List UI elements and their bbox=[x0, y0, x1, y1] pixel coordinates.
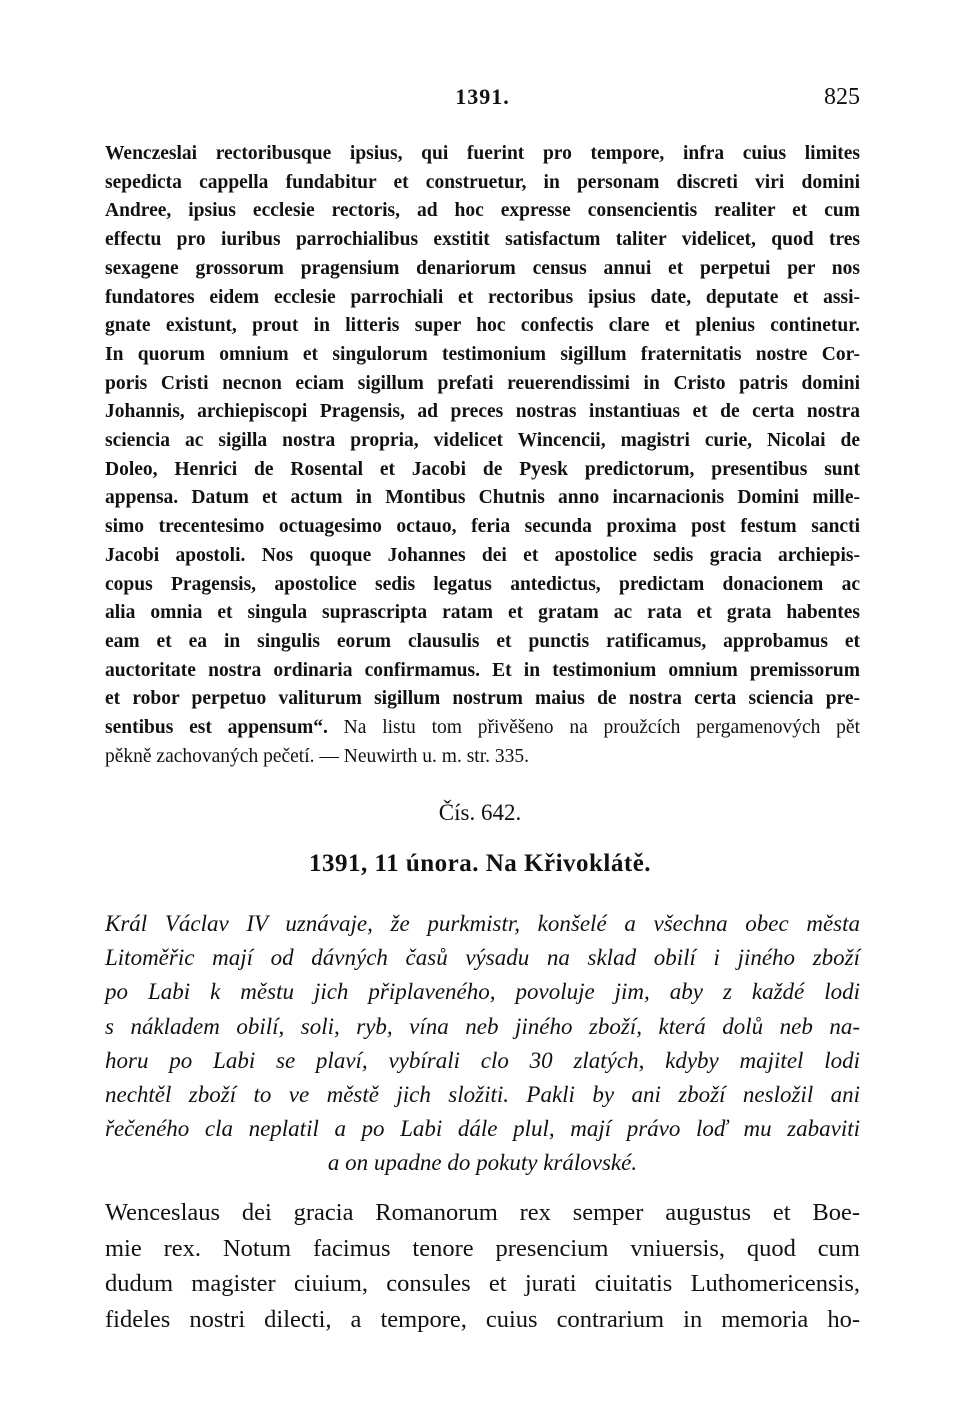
text-line: Andree, ipsius ecclesie rectoris, ad hoc expresse consencientis realiter et cum bbox=[105, 200, 860, 222]
regest-line: po Labi k městu jich připlaveného, povoluje jim, aby z každé lodi bbox=[105, 979, 860, 1005]
text-line: In quorum omnium et singulorum testimonium sigillum fraternitatis nostre Cor- bbox=[105, 343, 860, 365]
text-line: sepedicta cappella fundabitur et construetur, in personam discreti viri domini bbox=[105, 171, 860, 193]
text-line: Wenczeslai rectoribusque ipsius, qui fuerint pro tempore, infra cuius limites bbox=[105, 143, 860, 164]
archival-note-start: Na listu tom přivěšeno na proužcích pergamenových pět bbox=[327, 717, 860, 739]
regest-line: a on upadne do pokuty královské. bbox=[327, 1150, 638, 1176]
running-head-year: 1391. bbox=[455, 84, 510, 109]
regest-line: řečeného cla neplatil a po Labi dále plul, mají právo loď mu zabaviti bbox=[105, 1116, 860, 1142]
text-line: alia omnia et singula suprascripta ratam et gratam ac rata et grata habentes bbox=[105, 602, 860, 624]
text-line: sexagene grossorum pragensium denariorum census annui et perpetui per nos bbox=[105, 257, 860, 279]
text-line: Wenceslaus dei gracia Romanorum rex semper augustus et Boe- bbox=[105, 1199, 860, 1226]
text-line: mie rex. Notum facimus tenore presencium vniuersis, quod cum bbox=[105, 1234, 860, 1262]
regest-line: s nákladem obilí, soli, ryb, vína neb jiného zboží, která dolů neb na- bbox=[105, 1013, 860, 1039]
regest-line: Litoměřic mají od dávných časů výsadu na sklad obilí i jiného zboží bbox=[105, 945, 860, 971]
running-head bbox=[105, 84, 860, 114]
text-line: simo trecentesimo octuagesimo octauo, feria secunda proxima post festum sancti bbox=[105, 516, 860, 538]
text-line: effectu pro iuribus parrochialibus exstitit satisfactum taliter videlicet, quod tres bbox=[105, 229, 860, 251]
text-line: dudum magister ciuium, consules et jurati ciuitatis Luthomericensis, bbox=[105, 1270, 860, 1297]
text-line: fideles nostri dilecti, a tempore, cuius contrarium in memoria ho- bbox=[105, 1305, 860, 1333]
text-line: Johannis, archiepiscopi Pragensis, ad preces nostras instantiuas et de certa nostra bbox=[105, 401, 860, 423]
archival-note-end: pěkně zachovaných pečetí. — Neuwirth u. m. str. 335. bbox=[105, 745, 530, 767]
document-regest bbox=[105, 907, 860, 1181]
previous-document-text bbox=[105, 140, 860, 771]
text-line: Jacobi apostoli. Nos quoque Johannes dei et apostolice sedis gracia archiepis- bbox=[105, 544, 860, 566]
text-line: auctoritate nostra ordinaria confirmamus. Et in testimonium omnium premissorum bbox=[105, 659, 860, 681]
text-line-with-note bbox=[105, 714, 860, 743]
text-line: copus Pragensis, apostolice sedis legatus antedictus, predictam donacionem ac bbox=[105, 573, 860, 595]
text-line: appensa. Datum et actum in Montibus Chutnis anno incarnacionis Domini mille- bbox=[105, 487, 860, 509]
document-number: Čís. 642. bbox=[438, 800, 522, 825]
text-line: gnate existunt, prout in litteris super hoc confectis clare et plenius continetur. bbox=[105, 315, 860, 337]
text-line: fundatores eidem ecclesie parrochiali et rectoribus ipsius date, deputate et assi- bbox=[105, 286, 860, 308]
regest-line: nechtěl zboží to ve městě jich složiti. Pakli by ani zboží nesložil ani bbox=[105, 1082, 860, 1108]
regest-line: Král Václav IV uznávaje, že purkmistr, konšelé a všechna obec města bbox=[105, 911, 860, 936]
document-text bbox=[105, 1195, 860, 1337]
text-line: sciencia ac sigilla nostra propria, videlicet Wincencii, magistri curie, Nicolai de bbox=[105, 430, 860, 452]
text-line: eam et ea in singulis eorum clausulis et punctis ratificamus, approbamus et bbox=[105, 630, 860, 652]
text-line-end: sentibus est appensum“. bbox=[105, 717, 328, 739]
regest-line: horu po Labi se plaví, vybírali clo 30 zlatých, kdyby majitel lodi bbox=[105, 1047, 860, 1073]
text-line: Doleo, Henrici de Rosental et Jacobi de Pyesk predictorum, presentibus sunt bbox=[105, 458, 860, 480]
text-line: poris Cristi necnon eciam sigillum prefati reuerendissimi in Cristo patris domini bbox=[105, 372, 860, 394]
page-number: 825 bbox=[824, 84, 860, 110]
text-line: et robor perpetuo valiturum sigillum nostrum maius de nostra certa sciencia pre- bbox=[105, 688, 860, 710]
document-date-place: 1391, 11 února. Na Křivoklátě. bbox=[308, 850, 652, 877]
